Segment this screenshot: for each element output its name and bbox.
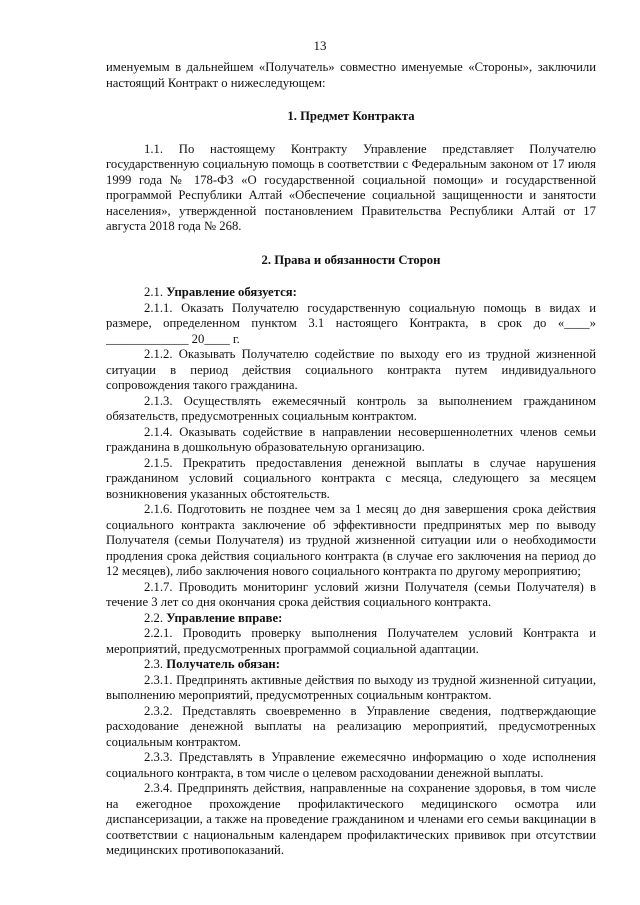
subsection-2-1-heading	[106, 285, 596, 301]
paragraph-2-1-4: 2.1.4. Оказывать содействие в направлении несовершеннолетних членов семьи гражданина в дошкольную образовательную организацию.	[106, 424, 596, 454]
subsection-2-2-heading	[106, 611, 596, 627]
paragraph-2-1-7: 2.1.7. Проводить мониторинг условий жизни Получателя (семьи Получателя) в течение 3 лет со дня окончания срока действия социального контракта.	[106, 579, 596, 609]
paragraph-2-3-2: 2.3.2. Представлять своевременно в Управление сведения, подтверждающие расходование денежной выплаты на реализацию мероприятий, предусмотренных социальным контрактом.	[106, 703, 596, 749]
paragraph-2-1-3: 2.1.3. Осуществлять ежемесячный контроль за выполнением гражданином обязательств, предусмотренных социальным контрактом.	[106, 393, 596, 423]
subsection-2-3-heading	[106, 657, 596, 673]
paragraph-2-3-3: 2.3.3. Представлять в Управление ежемесячно информацию о ходе исполнения социального контракта, в том числе о целевом расходовании денежной выплаты.	[106, 750, 596, 780]
subsection-2-2-label: Управление вправе:	[166, 610, 283, 625]
paragraph-2-1-1: 2.1.1. Оказать Получателю государственную социальную помощь в видах и размере, определенном пунктом 3.1 настоящего Контракта, в срок до «____» _____________ 20____ г.	[106, 300, 596, 346]
subsection-2-3-label: Получатель обязан:	[166, 657, 280, 671]
paragraph-2-1-2: 2.1.2. Оказывать Получателю содействие по выходу его из трудной жизненной ситуации в период действия социального контракта путем индивидуального сопровождения такого гражданина.	[106, 347, 596, 392]
section-2-heading: 2. Права и обязанности Сторон	[261, 252, 441, 267]
page-number: 13	[313, 38, 327, 53]
paragraph-2-1-5: 2.1.5. Прекратить предоставления денежной выплаты в случае нарушения гражданином условий социального контракта с месяца, следующего за месяцем возникновения указанных обстоятельств.	[106, 455, 596, 501]
paragraph-1-1: 1.1. По настоящему Контракту Управление представляет Получателю государственную социальную помощь в соответствии с Федеральным законом от 17 июля 1999 года № 178-ФЗ «О государственной социальной помощи» и государственной программой Республики Алтай «Обеспечение социальной защищенности и занятости населения», утвержденной постановлением Правительства Республики Алтай от 17 августа 2018 года № 268.	[106, 141, 596, 233]
intro-paragraph: именуемым в дальнейшем «Получатель» совместно именуемые «Стороны», заключили настоящий Контракт о нижеследующем:	[106, 60, 596, 90]
section-1-heading: 1. Предмет Контракта	[287, 109, 415, 123]
paragraph-2-3-4: 2.3.4. Предпринять действия, направленные на сохранение здоровья, в том числе на ежегодное прохождение профилактического медицинского осмотра или диспансеризации, а также на проведение гражданином и членами его семьи вакцинации в соответствии с национальным календарем профилактических прививок при отсутствии медицинских противопоказаний.	[106, 781, 596, 857]
subsection-2-2-number: 2.2.	[144, 610, 167, 625]
paragraph-2-1-6: 2.1.6. Подготовить не позднее чем за 1 месяц до дня завершения срока действия социального контракта заключение об эффективности предпринятых мер по выводу Получателя (семьи Получателя) из трудной жизненной ситуации или о необходимости продления срока действия социального контракта (в случае его заключения на период до 12 месяцев), либо заключения нового социального контракта по другому мероприятию;	[106, 502, 596, 578]
subsection-2-3-number: 2.3.	[144, 657, 167, 671]
document-body	[106, 60, 596, 859]
subsection-2-1-label: Управление обязуется:	[166, 285, 297, 299]
subsection-2-1-number: 2.1.	[144, 285, 167, 299]
paragraph-2-2-1: 2.2.1. Проводить проверку выполнения Получателем условий Контракта и мероприятий, предусмотренных программой социальной адаптации.	[106, 626, 596, 656]
paragraph-2-3-1: 2.3.1. Предпринять активные действия по выходу из трудной жизненной ситуации, выполнению мероприятий, предусмотренных социальным контрактом.	[106, 672, 596, 702]
